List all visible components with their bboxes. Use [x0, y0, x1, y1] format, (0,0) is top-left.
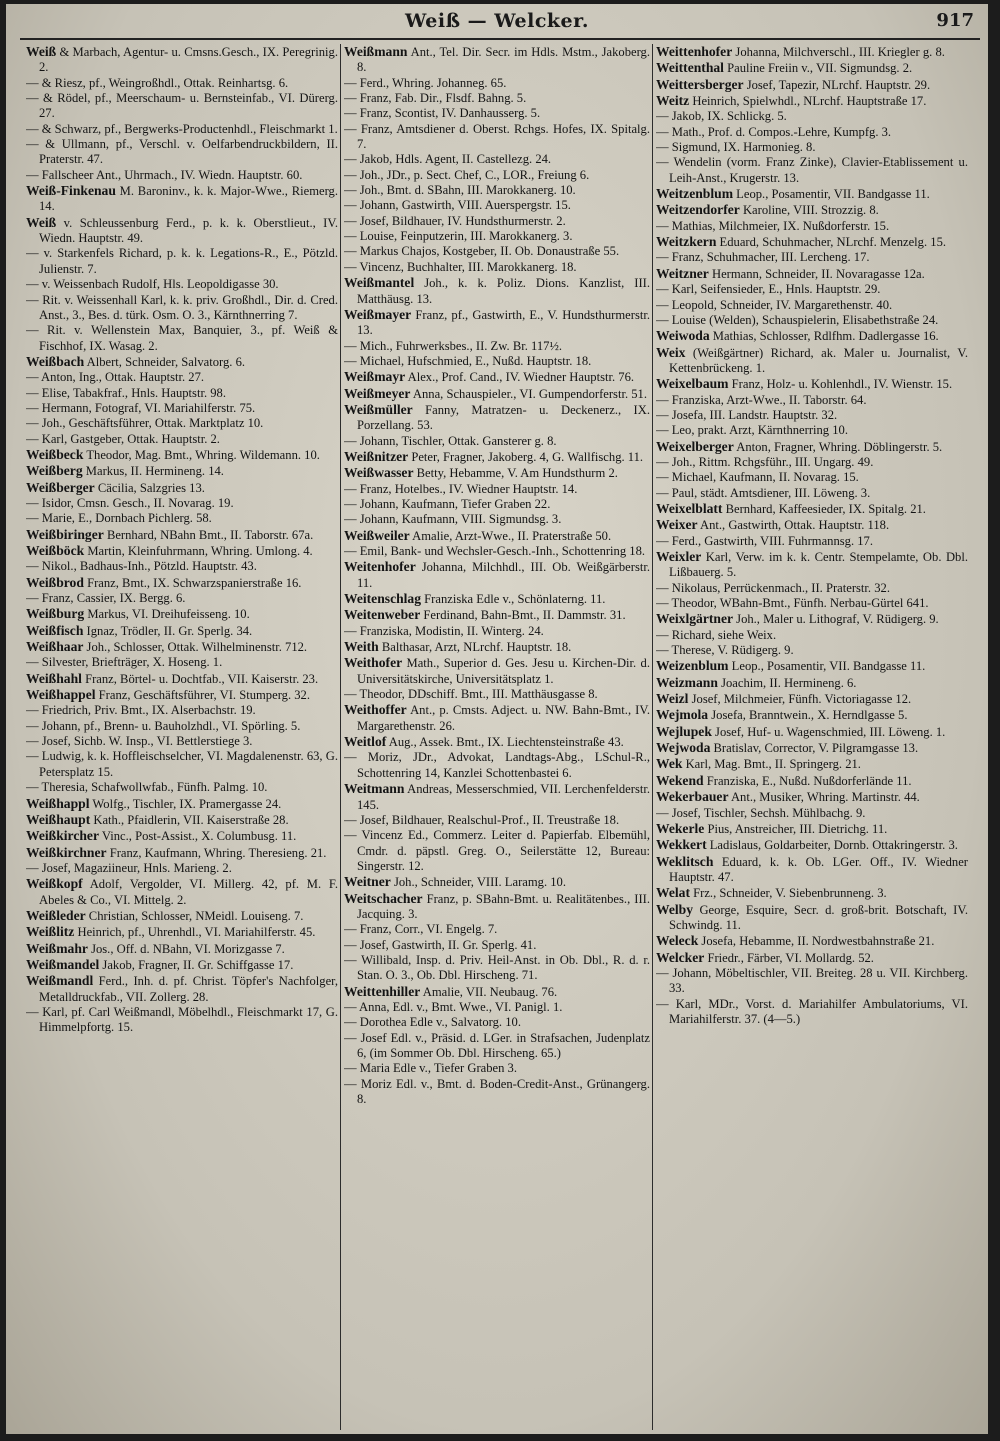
surname: Weißhahl [26, 670, 82, 686]
surname: Wekerbauer [656, 789, 729, 805]
directory-entry: Weith Balthasar, Arzt, NLrchf. Hauptstr. 18. [344, 639, 572, 655]
surname: Weißberger [26, 479, 95, 495]
surname: Wejmola [656, 707, 709, 723]
surname: Weittenhofer [656, 44, 733, 59]
surname: Weitzner [656, 265, 709, 281]
surname: Weißböck [26, 543, 85, 558]
surname: Weitzendorfer [656, 202, 740, 218]
directory-entry: — Franz, Fab. Dir., Flsdf. Bahng. 5. [344, 91, 527, 106]
directory-entry: Weitner Joh., Schneider, VIII. Laramg. 10. [344, 874, 566, 890]
directory-entry: — Josef, Bildhauer, Realschul-Prof., II. Treustraße 18. [344, 812, 620, 827]
surname: Wekkert [656, 837, 707, 853]
directory-entry: Weiwoda Mathias, Schlosser, Rdlfhm. Dadlergasse 16. [656, 328, 939, 344]
surname: Weitenweber [344, 607, 421, 623]
surname: Weißkirchner [26, 844, 107, 860]
surname: Weißhaar [26, 639, 84, 655]
surname: Weizl [656, 691, 689, 707]
surname: Weixler [656, 549, 702, 564]
directory-entry: — Richard, siehe Weix. [656, 627, 777, 642]
surname: Weixlgärtner [656, 611, 734, 627]
directory-entry: — Math., Prof. d. Compos.-Lehre, Kumpfg. 3. [656, 124, 892, 139]
directory-entry: — Anton, Ing., Ottak. Hauptstr. 27. [26, 370, 205, 385]
directory-entry: — Silvester, Briefträger, X. Hoseng. 1. [26, 655, 223, 670]
directory-entry: Weißberger Cäcilia, Salzgries 13. [26, 479, 205, 495]
surname: Weithoffer [344, 702, 407, 718]
directory-entry: — Elise, Tabakfraf., Hnls. Hauptstr. 98. [26, 385, 226, 400]
directory-entry: Weitz Heinrich, Spielwhdl., NLrchf. Hauptstraße 17. [656, 93, 927, 109]
directory-entry: Welat Frz., Schneider, V. Siebenbrunneng. 3. [656, 885, 887, 901]
directory-entry: Weittenhiller Amalie, VII. Neubaug. 76. [344, 983, 558, 999]
surname: Weißmantel [344, 275, 415, 291]
directory-entry: Weißmann Ant., Tel. Dir. Secr. im Hdls. Mstm., Jakoberg. 8. [344, 44, 650, 75]
directory-entry: — Markus Chajos, Kostgeber, II. Ob. Donaustraße 55. [344, 244, 620, 259]
column-right [656, 44, 968, 1430]
directory-entry: Weißböck Martin, Kleinfuhrmann, Whring. Umlong. 4. [26, 543, 313, 558]
column-divider [652, 44, 653, 1430]
directory-entry: — & Riesz, pf., Weingroßhdl., Ottak. Reinhartsg. 6. [26, 75, 289, 90]
directory-entry: — Mathias, Milchmeier, IX. Nußdorferstr. 15. [656, 218, 890, 233]
directory-entry: — Josef, Bildhauer, IV. Hundsthurmerstr. 2. [344, 213, 566, 228]
directory-entry: — Karl, pf. Carl Weißmandl, Möbelhdl., Fleischmarkt 17, G. Himmelpfortg. 15. [26, 1004, 338, 1035]
directory-entry: Weißkirchner Franz, Kaufmann, Whring. Theresieng. 21. [26, 844, 327, 860]
directory-entry: — Moriz Edl. v., Bmt. d. Boden-Credit-Anst., Grünangerg. 8. [344, 1076, 650, 1107]
directory-entry: Weixler Karl, Verw. im k. k. Centr. Stempelamte, Ob. Dbl. Lißbauerg. 5. [656, 549, 968, 580]
directory-entry: — Wendelin (vorm. Franz Zinke), Clavier-Etablissement u. Leih-Anst., Krugerstr. 13. [656, 155, 968, 185]
surname: Weißburg [26, 606, 85, 622]
surname: Weißmandel [26, 956, 100, 972]
header-rule [20, 38, 980, 40]
surname: Weißmeyer [344, 385, 411, 401]
directory-entry: Weixelberger Anton, Fragner, Whring. Döblingerstr. 5. [656, 438, 943, 454]
surname: Weiß-Finkenau [26, 183, 116, 199]
directory-entry: — Louise, Feinputzerin, III. Marokkanerg. 3. [344, 229, 573, 244]
directory-entry: — Marie, E., Dornbach Pichlerg. 58. [26, 511, 212, 526]
directory-entry: Weithoffer Ant., p. Cmsts. Adject. u. NW. Bahn-Bmt., IV. Margarethenstr. 26. [344, 702, 650, 733]
directory-entry: — Josef, Magaziineur, Hnls. Marieng. 2. [26, 860, 232, 875]
surname: Weißbrod [26, 574, 84, 590]
column-left [26, 44, 338, 1430]
directory-entry: Weiß & Marbach, Agentur- u. Cmsns.Gesch., IX. Peregrinig. 2. [26, 44, 338, 75]
directory-entry: — Leopold, Schneider, IV. Margarethenstr. 40. [656, 297, 893, 312]
surname: Weitzenblum [656, 186, 734, 202]
directory-entry: Welby George, Esquire, Secr. d. groß-brit. Botschaft, IV. Schwindg. 11. [656, 901, 968, 932]
surname: Weißmann [344, 44, 408, 59]
directory-entry: — v. Weissenbach Rudolf, Hls. Leopoldigasse 30. [26, 277, 279, 292]
surname: Wekerle [656, 820, 705, 836]
directory-entry: Weixer Ant., Gastwirth, Ottak. Hauptstr. 118. [656, 517, 890, 533]
directory-entry: Weißkopf Adolf, Vergolder, VI. Millerg. 42, pf. M. F. Abeles & Co., VI. Mittelg. 2. [26, 876, 338, 907]
surname: Weleck [656, 933, 699, 949]
surname: Weißmüller [344, 401, 413, 417]
directory-entry: Weitmann Andreas, Messerschmied, VII. Lerchenfelderstr. 145. [344, 781, 650, 812]
directory-entry: — Franz, Amtsdiener d. Oberst. Rchgs. Hofes, IX. Spitalg. 7. [344, 121, 650, 152]
surname: Weißlitz [26, 924, 75, 940]
directory-entry: — Franz, Hotelbes., IV. Wiedner Hauptstr. 14. [344, 481, 578, 496]
directory-entry: Weix (Weißgärtner) Richard, ak. Maler u. Journalist, V. Kettenbrückeng. 1. [656, 344, 968, 375]
directory-entry: Wekerle Pius, Anstreicher, III. Dietrichg. 11. [656, 820, 888, 836]
directory-entry: Weißmüller Fanny, Matratzen- u. Deckenerz., IX. Porzellang. 53. [344, 401, 650, 433]
directory-entry: Weißnitzer Peter, Fragner, Jakoberg. 4, G. Wallfischg. 11. [344, 448, 644, 464]
directory-entry: Weißlitz Heinrich, pf., Uhrenhdl., VI. Mariahilferstr. 45. [26, 924, 316, 940]
directory-entry: — v. Starkenfels Richard, p. k. k. Legations-R., E., Pötzld. Julienstr. 7. [26, 246, 338, 276]
directory-entry: — & Schwarz, pf., Bergwerks-Productenhdl., Fleischmarkt 1. [26, 121, 338, 136]
surname: Weizmann [656, 674, 718, 690]
surname: Weißkircher [26, 828, 99, 844]
surname: Weitlof [344, 734, 387, 750]
directory-entry: Wejmola Josefa, Branntwein., X. Herndlgasse 5. [656, 707, 908, 723]
directory-entry: — Theodor, WBahn-Bmt., Fünfh. Nerbau-Gürtel 641. [656, 596, 929, 611]
directory-entry: Weitzendorfer Karoline, VIII. Strozzig. 8. [656, 202, 879, 218]
surname: Weixer [656, 517, 698, 533]
directory-entry: — Emil, Bank- und Wechsler-Gesch.-Inh., Schottenring 18. [344, 544, 646, 558]
directory-entry: Weitenweber Ferdinand, Bahn-Bmt., II. Dammstr. 31. [344, 607, 626, 623]
directory-entry: Weitenschlag Franziska Edle v., Schönlaterng. 11. [344, 591, 606, 607]
directory-entry: — Joh., Rittm. Rchgsführ., III. Ungarg. 49. [656, 454, 874, 469]
directory-entry: — Johann, Gastwirth, VIII. Auerspergstr. 15. [344, 198, 571, 213]
directory-entry: — Michael, Kaufmann, II. Novarag. 15. [656, 470, 859, 485]
directory-entry: — Rit. v. Weissenhall Karl, k. k. priv. Großhdl., Dir. d. Cred. Anst., 3., Bes. d. türk. Osm. O. 3., Kärnthnerring 7. [26, 292, 338, 322]
surname: Weixelberger [656, 438, 734, 454]
surname: Wek [656, 756, 683, 772]
directory-entry: Wejlupek Josef, Huf- u. Wagenschmied, III. Löweng. 1. [656, 723, 946, 739]
surname: Weitenhofer [344, 559, 416, 575]
directory-entry: — Franz, Cassier, IX. Bergg. 6. [26, 591, 186, 606]
directory-entry: — Joh., JDr., p. Sect. Chef, C., LOR., Freiung 6. [344, 167, 590, 182]
directory-entry: Weixlgärtner Joh., Maler u. Lithograf, V. Rüdigerg. 9. [656, 611, 939, 627]
surname: Weiß [26, 214, 57, 230]
directory-page [6, 4, 988, 1434]
surname: Weißberg [26, 463, 83, 479]
surname: Weißmahr [26, 940, 88, 956]
surname: Welby [656, 901, 694, 917]
surname: Weißmayr [344, 369, 406, 385]
directory-entry: Wejwoda Bratislav, Corrector, V. Pilgramgasse 13. [656, 740, 919, 756]
directory-entry: — Fallscheer Ant., Uhrmach., IV. Wiedn. Hauptstr. 60. [26, 167, 303, 182]
surname: Weiß [26, 44, 57, 59]
directory-entry: — Therese, V. Rüdigerg. 9. [656, 643, 794, 658]
directory-entry: — Theodor, DDschiff. Bmt., III. Matthäusgasse 8. [344, 687, 598, 702]
surname: Weitmann [344, 781, 405, 797]
surname: Weißhappl [26, 795, 90, 811]
directory-entry: Weißfisch Ignaz, Trödler, II. Gr. Sperlg. 34. [26, 622, 253, 638]
surname: Weißbiringer [26, 526, 104, 542]
directory-entry: Weitzner Hermann, Schneider, II. Novaragasse 12a. [656, 265, 925, 281]
directory-entry: Weitenhofer Johanna, Milchhdl., III. Ob. Weißgärberstr. 11. [344, 559, 650, 590]
surname: Weißmayer [344, 306, 412, 322]
directory-entry: — Joh., Geschäftsführer, Ottak. Marktplatz 10. [26, 416, 264, 431]
directory-entry: — Hermann, Fotograf, VI. Mariahilferstr. 75. [26, 400, 256, 415]
directory-entry: — Jakob, IX. Schlickg. 5. [656, 109, 787, 124]
directory-entry: — Vincenz Ed., Commerz. Leiter d. Papierfab. Elbemühl, Cmdr. d. päpstl. Greg. O., Seilerstätte 12, Bureau: Singerstr. 12. [344, 828, 650, 873]
surname: Weißwasser [344, 465, 414, 481]
surname: Weißmandl [26, 973, 94, 989]
directory-entry: Weißmahr Jos., Off. d. NBahn, VI. Morizgasse 7. [26, 940, 285, 956]
surname: Weitzkern [656, 234, 717, 250]
directory-entry: Weklitsch Eduard, k. k. Ob. LGer. Off., IV. Wiedner Hauptstr. 47. [656, 853, 968, 884]
directory-entry: Weithofer Math., Superior d. Ges. Jesu u. Kirchen-Dir. d. Universitätskirche, Universitätsplatz 1. [344, 655, 650, 686]
surname: Weitz [656, 93, 690, 109]
surname: Weithofer [344, 655, 403, 671]
directory-entry: — Johann, Kaufmann, Tiefer Graben 22. [344, 496, 551, 511]
directory-entry: — Josef, Sichb. W. Insp., VI. Bettlerstiege 3. [26, 734, 253, 749]
directory-entry: Weißmandel Jakob, Fragner, II. Gr. Schiffgasse 17. [26, 956, 294, 972]
directory-entry: — Karl, Gastgeber, Ottak. Hauptstr. 2. [26, 431, 220, 446]
directory-entry: Weitlof Aug., Assek. Bmt., IX. Liechtensteinstraße 43. [344, 734, 624, 750]
directory-entry: — Nikolaus, Perrückenmach., II. Praterstr. 32. [656, 580, 890, 595]
directory-entry: — Jakob, Hdls. Agent, II. Castellezg. 24. [344, 152, 552, 167]
directory-entry: Wekkert Ladislaus, Goldarbeiter, Dornb. Ottakringerstr. 3. [656, 837, 958, 853]
directory-entry: — Maria Edle v., Tiefer Graben 3. [344, 1061, 518, 1076]
directory-entry: Weizenblum Leop., Posamentir, VII. Bandgasse 11. [656, 658, 926, 674]
directory-entry: Weißburg Markus, VI. Dreihufeisseng. 10. [26, 606, 250, 622]
directory-entry: Weleck Josefa, Hebamme, II. Nordwestbahnstraße 21. [656, 933, 935, 949]
directory-entry: — Johann, Möbeltischler, VII. Breiteg. 28 u. VII. Kirchberg. 33. [656, 965, 968, 996]
directory-entry: — Sigmund, IX. Harmonieg. 8. [656, 140, 816, 155]
directory-entry: Weißleder Christian, Schlosser, NMeidl. Louiseng. 7. [26, 907, 304, 923]
surname: Weittenhiller [344, 983, 421, 999]
surname: Weitschacher [344, 890, 423, 906]
running-head [6, 6, 988, 40]
directory-entry: Weittenthal Pauline Freiin v., VII. Sigmundsg. 2. [656, 60, 913, 76]
directory-entry: Weißmandl Ferd., Inh. d. pf. Christ. Töpfer's Nachfolger, Metalldruckfab., VII. Zollerg. 28. [26, 973, 338, 1004]
directory-entry: — Johann, Tischler, Ottak. Gansterer g. 8. [344, 433, 557, 448]
surname: Weißweiler [344, 527, 410, 543]
directory-entry: — Joh., Bmt. d. SBahn, III. Marokkanerg. 10. [344, 183, 576, 198]
directory-entry: Weißmantel Joh., k. k. Poliz. Dions. Kanzlist, III. Matthäusg. 13. [344, 275, 650, 306]
directory-entry: — Ferd., Gastwirth, VIII. Fuhrmannsg. 17. [656, 533, 873, 548]
directory-entry: Weißhappl Wolfg., Tischler, IX. Pramergasse 24. [26, 795, 282, 811]
surname: Weitner [344, 874, 391, 890]
surname: Weixelbaum [656, 376, 729, 392]
directory-entry: Weitzkern Eduard, Schuhmacher, NLrchf. Menzelg. 15. [656, 234, 947, 250]
directory-entry: Welcker Friedr., Färber, VI. Mollardg. 52. [656, 949, 874, 965]
directory-entry: — Dorothea Edle v., Salvatorg. 10. [344, 1015, 521, 1030]
directory-entry: Wekend Franziska, E., Nußd. Nußdorferlände 11. [656, 772, 912, 788]
directory-entry: — Josef Edl. v., Präsid. d. LGer. in Strafsachen, Judenplatz 6, (im Sommer Ob. Dbl. Hirscheng. 65.) [344, 1030, 650, 1060]
directory-entry: Wekerbauer Ant., Musiker, Whring. Martinstr. 44. [656, 789, 920, 805]
directory-entry: — Johann, pf., Brenn- u. Bauholzhdl., VI. Spörling. 5. [26, 718, 301, 733]
directory-entry: Weißhappel Franz, Geschäftsführer, VI. Stumperg. 32. [26, 687, 310, 703]
directory-entry: — Ferd., Whring. Johanneg. 65. [344, 75, 507, 90]
directory-entry: — Karl, Seifensieder, E., Hnls. Hauptstr. 29. [656, 282, 881, 297]
directory-entry: — Franziska, Arzt-Wwe., II. Taborstr. 64. [656, 392, 867, 407]
surname: Weiwoda [656, 328, 710, 344]
surname: Weixelblatt [656, 500, 723, 516]
page-number: 917 [936, 10, 974, 31]
directory-entry: Weißmayr Alex., Prof. Cand., IV. Wiedner Hauptstr. 76. [344, 369, 635, 385]
directory-entry: Weittenhofer Johanna, Milchverschl., III. Kriegler g. 8. [656, 44, 945, 59]
directory-entry: Weißbach Albert, Schneider, Salvatorg. 6. [26, 353, 246, 369]
directory-entry: — Isidor, Cmsn. Gesch., II. Novarag. 19. [26, 495, 234, 510]
directory-entry: — Vincenz, Buchhalter, III. Marokkanerg. 18. [344, 259, 577, 274]
surname: Weißbeck [26, 446, 84, 462]
surname: Weißleder [26, 907, 86, 923]
directory-entry: — Josefa, III. Landstr. Hauptstr. 32. [656, 407, 838, 422]
surname: Weith [344, 639, 379, 655]
directory-entry: Wek Karl, Mag. Bmt., II. Springerg. 21. [656, 756, 861, 772]
surname: Weißfisch [26, 622, 84, 638]
directory-entry: Weißwasser Betty, Hebamme, V. Am Hundsthurm 2. [344, 465, 618, 481]
column-divider [340, 44, 341, 1430]
directory-entry: — Rit. v. Wellenstein Max, Banquier, 3., pf. Weiß & Fischhof, IX. Wasag. 2. [26, 323, 338, 353]
directory-entry: — Franz, Scontist, IV. Danhausserg. 5. [344, 106, 541, 121]
surname: Welat [656, 885, 690, 901]
surname: Weißkopf [26, 876, 83, 892]
directory-entry: Weixelbaum Franz, Holz- u. Kohlenhdl., IV. Wienstr. 15. [656, 376, 953, 392]
directory-entry: — & Rödel, pf., Meerschaum- u. Bernsteinfab., VI. Dürerg. 27. [26, 91, 338, 121]
directory-entry: Weißmeyer Anna, Schauspieler., VI. Gumpendorferstr. 51. [344, 385, 647, 401]
directory-entry: Weitzenblum Leop., Posamentir, VII. Bandgasse 11. [656, 186, 930, 202]
directory-entry: Weixelblatt Bernhard, Kaffeesieder, IX. Spitalg. 21. [656, 500, 926, 516]
surname: Weizenblum [656, 658, 729, 674]
directory-entry: Weißhahl Franz, Börtel- u. Dochtfab., VII. Kaiserstr. 23. [26, 670, 319, 686]
directory-entry: Weiß v. Schleussenburg Ferd., p. k. k. Oberstlieut., IV. Wiedn. Hauptstr. 49. [26, 214, 338, 246]
directory-entry: — Paul, städt. Amtsdiener, III. Löweng. 3. [656, 485, 871, 500]
directory-entry: Weitschacher Franz, p. SBahn-Bmt. u. Realitätenbes., III. Jacquing. 3. [344, 890, 650, 921]
directory-entry: — Moriz, JDr., Advokat, Landtags-Abg., LSchul-R., Schottenring 14, Kanzlei Schottenbastei 6. [344, 750, 650, 780]
directory-entry: — Michael, Hufschmied, E., Nußd. Hauptstr. 18. [344, 353, 592, 368]
directory-entry: Weißhaupt Kath., Pfaidlerin, VII. Kaiserstraße 28. [26, 811, 289, 827]
directory-entry: Weittersberger Josef, Tapezir, NLrchf. Hauptstr. 29. [656, 76, 931, 92]
surname: Weißhaupt [26, 811, 91, 827]
column-middle [344, 44, 650, 1430]
directory-entry: — Willibald, Insp. d. Priv. Heil-Anst. in Ob. Dbl., R. d. r. Stan. O. 3., Ob. Dbl. Hirscheng. 71. [344, 952, 650, 983]
directory-entry: Weiß-Finkenau M. Baroninv., k. k. Major-Wwe., Riemerg. 14. [26, 183, 338, 214]
surname: Weix [656, 344, 686, 360]
surname: Weklitsch [656, 853, 714, 869]
directory-entry: Weißbiringer Bernhard, NBahn Bmt., II. Taborstr. 67a. [26, 526, 314, 542]
directory-entry: — Karl, MDr., Vorst. d. Mariahilfer Ambulatoriums, VI. Mariahilferstr. 37. (4—5.) [656, 996, 968, 1026]
directory-entry: — Louise (Welden), Schauspielerin, Elisabethstraße 24. [656, 312, 939, 327]
directory-entry: Weißhaar Joh., Schlosser, Ottak. Wilhelminenstr. 712. [26, 639, 308, 655]
directory-entry: — Johann, Kaufmann, VIII. Sigmundsg. 3. [344, 512, 562, 527]
surname: Weißhappel [26, 687, 96, 703]
surname: Weittersberger [656, 76, 744, 92]
surname: Welcker [656, 949, 705, 965]
surname: Weißnitzer [344, 448, 409, 464]
directory-entry: Weißweiler Amalie, Arzt-Wwe., II. Praterstraße 50. [344, 527, 612, 543]
directory-entry: — Josef, Tischler, Sechsh. Mühlbachg. 9. [656, 805, 866, 820]
directory-entry: Weißbeck Theodor, Mag. Bmt., Whring. Wildemann. 10. [26, 446, 320, 462]
directory-entry: Weizl Josef, Milchmeier, Fünfh. Victoriagasse 12. [656, 691, 912, 707]
surname: Wekend [656, 772, 704, 788]
directory-entry: — & Ullmann, pf., Verschl. v. Oelfarbendruckbildern, II. Praterstr. 47. [26, 137, 338, 167]
directory-entry: — Friedrich, Priv. Bmt., IX. Alserbachstr. 19. [26, 703, 256, 718]
directory-entry: — Franz, Schuhmacher, III. Lercheng. 17. [656, 250, 870, 265]
directory-entry: Weißkircher Vinc., Post-Assist., X. Columbusg. 11. [26, 828, 297, 844]
directory-entry: — Nikol., Badhaus-Inh., Pötzld. Hauptstr. 43. [26, 559, 257, 574]
directory-entry: Weißberg Markus, II. Hermineng. 14. [26, 463, 224, 479]
directory-entry: — Franziska, Modistin, II. Winterg. 24. [344, 623, 544, 638]
directory-entry: Weißbrod Franz, Bmt., IX. Schwarzspanierstraße 16. [26, 574, 302, 590]
page-title: Weiß — Welcker. [404, 10, 590, 32]
directory-entry: — Anna, Edl. v., Bmt. Wwe., VI. Panigl. 1. [344, 999, 563, 1014]
surname: Weitenschlag [344, 591, 422, 607]
surname: Wejlupek [656, 723, 712, 739]
directory-entry: — Theresia, Schafwollwfab., Fünfh. Palmg. 10. [26, 780, 268, 795]
directory-entry: Weißmayer Franz, pf., Gastwirth, E., V. Hundsthurmerstr. 13. [344, 306, 650, 338]
directory-entry: — Mich., Fuhrwerksbes., II. Zw. Br. 117½. [344, 338, 563, 353]
surname: Weißbach [26, 353, 85, 369]
surname: Wejwoda [656, 740, 711, 756]
surname: Weittenthal [656, 60, 724, 76]
directory-entry: — Leo, prakt. Arzt, Kärnthnerring 10. [656, 423, 848, 438]
directory-entry: Weizmann Joachim, II. Hermineng. 6. [656, 674, 857, 690]
directory-entry: — Josef, Gastwirth, II. Gr. Sperlg. 41. [344, 937, 537, 952]
directory-entry: — Ludwig, k. k. Hoffleischselcher, VI. Magdalenenstr. 63, G. Petersplatz 15. [26, 749, 338, 779]
directory-entry: — Franz, Corr., VI. Engelg. 7. [344, 922, 498, 937]
